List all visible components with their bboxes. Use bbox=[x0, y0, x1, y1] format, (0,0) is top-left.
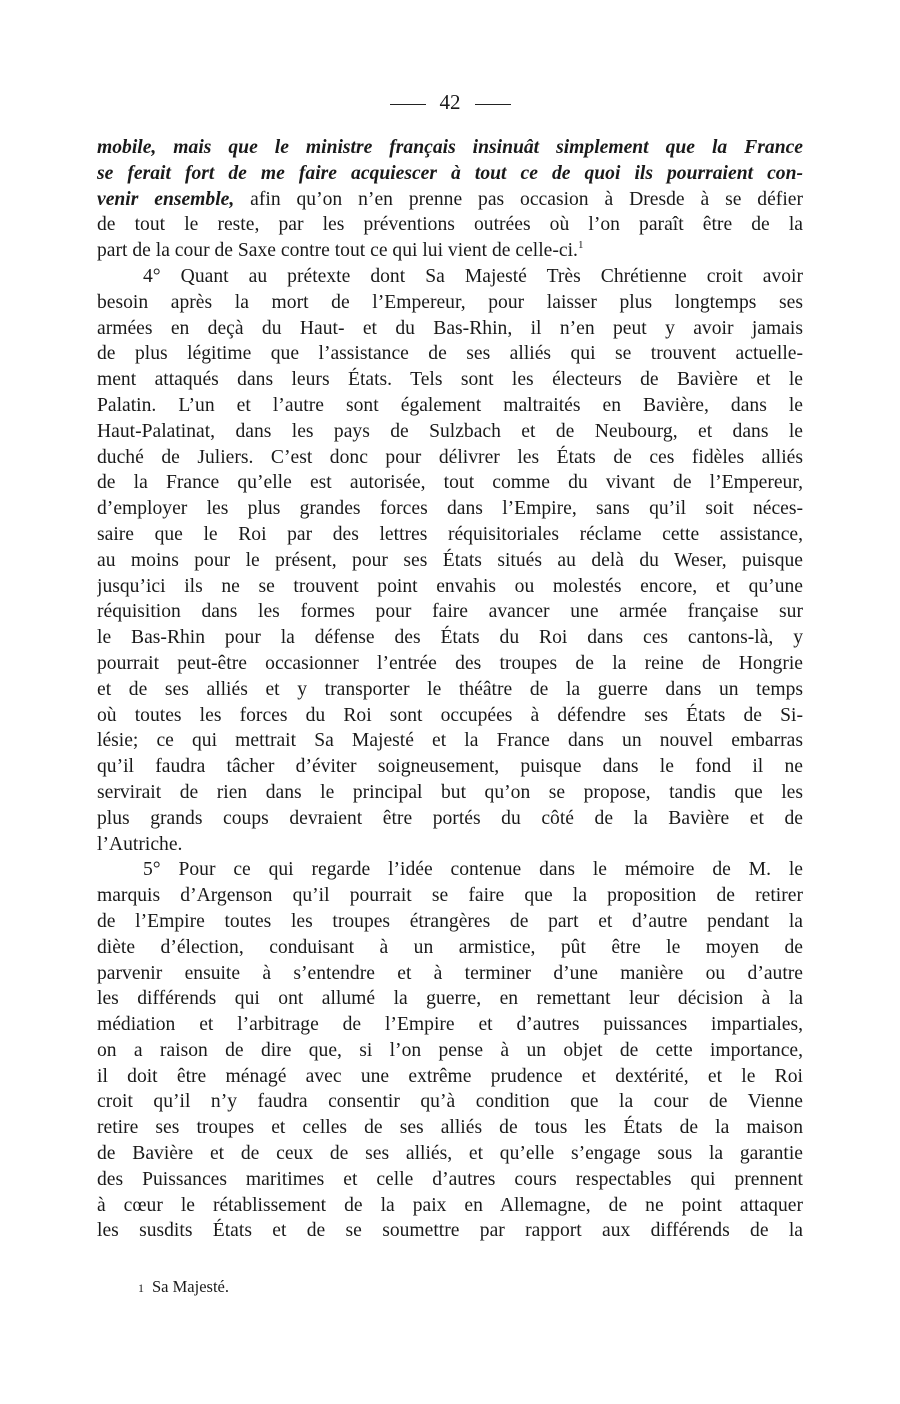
text-line bbox=[97, 290, 803, 316]
footnote-marker: 1 bbox=[577, 239, 584, 252]
text-line bbox=[97, 1038, 803, 1064]
text-run: marquis d’Argenson qu’il pourrait se faire que la proposition de retirer bbox=[97, 885, 803, 907]
text-run: de l’Empire toutes les troupes étrangères de part et d’autre pendant la bbox=[97, 910, 803, 932]
text-run: lésie; ce qui mettrait Sa Majesté et la France dans un nouvel embarras bbox=[97, 730, 803, 752]
text-run: afin qu’on n’en prenne pas occasion à Dresde à se défier bbox=[234, 188, 803, 210]
text-line bbox=[97, 187, 803, 213]
text-run: 4° Quant au prétexte dont Sa Majesté Très Chrétienne croit avoir bbox=[143, 265, 803, 287]
text-run: venir ensemble, bbox=[97, 188, 235, 210]
body-text bbox=[97, 135, 803, 1244]
page-number: 42 bbox=[439, 90, 461, 114]
text-line bbox=[97, 1115, 803, 1141]
text-run: pourrait peut-être occasionner l’entrée des troupes de la reine de Hongrie bbox=[97, 652, 803, 674]
text-line bbox=[97, 677, 803, 703]
text-run: de la France qu’elle est autorisée, tout comme du vivant de l’Empereur, bbox=[97, 472, 803, 494]
text-run: où toutes les forces du Roi sont occupées à défendre ses États de Si- bbox=[97, 704, 803, 726]
text-line bbox=[97, 1064, 803, 1090]
text-line bbox=[97, 393, 803, 419]
text-line bbox=[97, 909, 803, 935]
text-line bbox=[97, 496, 803, 522]
text-line bbox=[97, 1141, 803, 1167]
text-line bbox=[97, 806, 803, 832]
footnote bbox=[138, 1276, 229, 1299]
text-line bbox=[97, 1089, 803, 1115]
footnote-text: Sa Majesté. bbox=[152, 1277, 229, 1296]
text-line bbox=[97, 1218, 803, 1244]
text-run: jusqu’ici ils ne se trouvent point envahis ou molestés encore, et qu’une bbox=[97, 575, 803, 597]
text-line bbox=[97, 367, 803, 393]
text-run: retire ses troupes et celles de ses alliés de tous les États de la maison bbox=[97, 1117, 803, 1139]
text-run: qu’il faudra tâcher d’éviter soigneusement, puisque dans le fond il ne bbox=[97, 756, 803, 778]
text-run: le Bas-Rhin pour la défense des États du Roi dans ces cantons-là, y bbox=[97, 627, 803, 649]
text-line bbox=[97, 548, 803, 574]
header-rule-left bbox=[390, 104, 426, 105]
text-line bbox=[97, 574, 803, 600]
text-line bbox=[97, 135, 803, 161]
text-line bbox=[97, 651, 803, 677]
text-line bbox=[97, 238, 803, 264]
text-line bbox=[97, 986, 803, 1012]
text-run: l’Autriche. bbox=[97, 833, 183, 855]
text-line bbox=[97, 264, 803, 290]
page-header bbox=[0, 88, 900, 116]
text-run: des Puissances maritimes et celle d’autres cours respectables qui prennent bbox=[97, 1168, 803, 1190]
text-run: 5° Pour ce qui regarde l’idée contenue dans le mémoire de M. le bbox=[143, 859, 803, 881]
text-run: ment attaqués dans leurs États. Tels sont les électeurs de Bavière et le bbox=[97, 369, 803, 391]
text-line bbox=[97, 1012, 803, 1038]
text-run: de plus légitime que l’assistance de ses alliés qui se trouvent actuelle- bbox=[97, 343, 803, 365]
text-line bbox=[97, 1193, 803, 1219]
text-line bbox=[97, 522, 803, 548]
text-run: d’employer les plus grandes forces dans l’Empire, sans qu’il soit néces- bbox=[97, 498, 803, 520]
text-run: servirait de rien dans le principal but qu’on se propose, tandis que les bbox=[97, 781, 803, 803]
text-line bbox=[97, 832, 803, 858]
text-line bbox=[97, 341, 803, 367]
text-run: duché de Juliers. C’est donc pour délivrer les États de ces fidèles alliés bbox=[97, 446, 803, 468]
text-line bbox=[97, 780, 803, 806]
text-line bbox=[97, 419, 803, 445]
text-run: parvenir ensuite à s’entendre et à terminer d’une manière ou d’autre bbox=[97, 962, 803, 984]
text-line bbox=[97, 161, 803, 187]
text-line bbox=[97, 935, 803, 961]
text-run: part de la cour de Saxe contre tout ce qui lui vient de celle-ci. bbox=[97, 240, 578, 262]
text-line bbox=[97, 883, 803, 909]
header-rule-right bbox=[475, 104, 511, 105]
text-run: armées en deçà du Haut- et du Bas-Rhin, il n’en peut y avoir jamais bbox=[97, 317, 803, 339]
text-run: saire que le Roi par des lettres réquisitoriales réclame cette assistance, bbox=[97, 523, 803, 545]
text-run: les susdits États et de se soumettre par rapport aux différends de la bbox=[97, 1220, 803, 1242]
text-run: réquisition dans les formes pour faire avancer une armée française sur bbox=[97, 601, 803, 623]
text-line bbox=[97, 1167, 803, 1193]
text-run: il doit être ménagé avec une extrême prudence et dextérité, et le Roi bbox=[97, 1065, 803, 1087]
text-line bbox=[97, 599, 803, 625]
text-run: et de ses alliés et y transporter le théâtre de la guerre dans un temps bbox=[97, 678, 803, 700]
footnote-number: 1 bbox=[138, 1281, 144, 1295]
text-line bbox=[97, 961, 803, 987]
text-line bbox=[97, 857, 803, 883]
text-line bbox=[97, 316, 803, 342]
text-run: les différends qui ont allumé la guerre, en remettant leur décision à la bbox=[97, 988, 803, 1010]
text-run: croit qu’il n’y faudra consentir qu’à condition que la cour de Vienne bbox=[97, 1091, 803, 1113]
text-run: plus grands coups devraient être portés du côté de la Bavière et de bbox=[97, 807, 803, 829]
text-run: mobile, mais que le ministre français insinuât simplement que la France bbox=[97, 137, 803, 158]
text-run: diète d’élection, conduisant à un armistice, pût être le moyen de bbox=[97, 936, 803, 958]
text-line bbox=[97, 703, 803, 729]
text-run: se ferait fort de me faire acquiescer à tout ce de quoi ils pourraient con- bbox=[97, 162, 803, 184]
text-run: de Bavière et de ceux de ses alliés, et qu’elle s’engage sous la garantie bbox=[97, 1143, 803, 1165]
text-run: à cœur le rétablissement de la paix en Allemagne, de ne point attaquer bbox=[97, 1194, 803, 1216]
text-line bbox=[97, 754, 803, 780]
text-line bbox=[97, 212, 803, 238]
text-run: de tout le reste, par les préventions outrées où l’on paraît être de la bbox=[97, 214, 803, 236]
text-line bbox=[97, 728, 803, 754]
text-run: au moins pour le présent, pour ses États situés au delà du Weser, puisque bbox=[97, 549, 803, 571]
text-line bbox=[97, 625, 803, 651]
text-run: on a raison de dire que, si l’on pense à un objet de cette importance, bbox=[97, 1039, 803, 1061]
text-run: Haut-Palatinat, dans les pays de Sulzbach et de Neubourg, et dans le bbox=[97, 420, 803, 442]
text-run: besoin après la mort de l’Empereur, pour laisser plus longtemps ses bbox=[97, 291, 803, 313]
text-line bbox=[97, 470, 803, 496]
text-line bbox=[97, 445, 803, 471]
text-run: médiation et l’arbitrage de l’Empire et d’autres puissances impartiales, bbox=[97, 1014, 803, 1036]
text-run: Palatin. L’un et l’autre sont également maltraités en Bavière, dans le bbox=[97, 394, 803, 416]
